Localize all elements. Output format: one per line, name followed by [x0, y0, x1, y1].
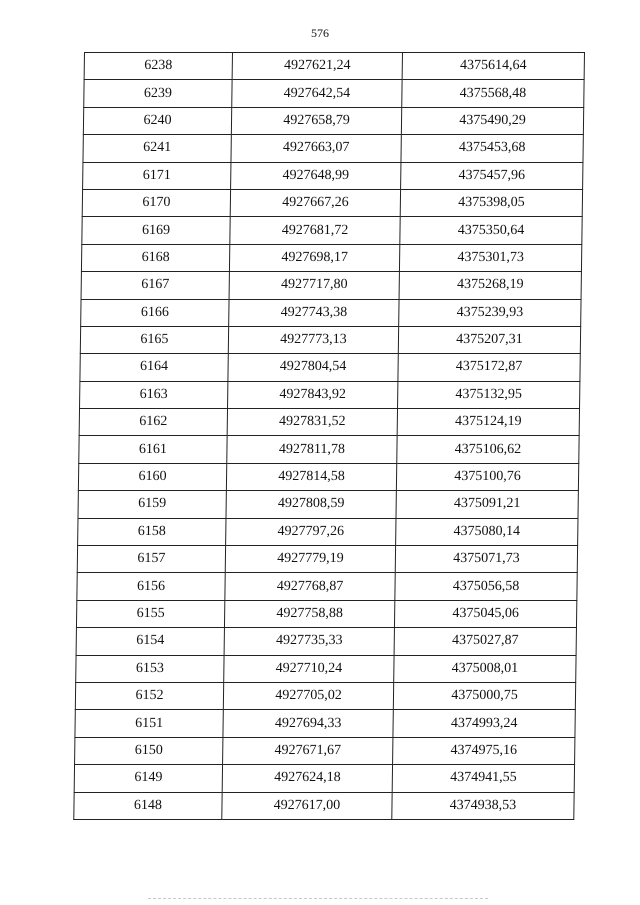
- table-row: [78, 463, 578, 490]
- y-coordinate-cell: 4375056,58: [395, 573, 577, 600]
- y-coordinate-cell: 4375568,48: [402, 80, 584, 107]
- x-coordinate-cell: 4927658,79: [231, 107, 401, 134]
- table-body: [74, 53, 585, 820]
- y-coordinate-cell: 4375453,68: [401, 135, 583, 162]
- bottom-scan-line: [148, 898, 488, 899]
- table-row: [75, 682, 575, 709]
- x-coordinate-cell: 4927717,80: [229, 272, 399, 299]
- y-coordinate-cell: 4375071,73: [395, 546, 577, 573]
- point-number-cell: 6155: [76, 600, 224, 627]
- x-coordinate-cell: 4927814,58: [226, 463, 396, 490]
- y-coordinate-cell: 4375457,96: [401, 162, 583, 189]
- table-row: [80, 326, 580, 353]
- x-coordinate-cell: 4927681,72: [230, 217, 400, 244]
- table-row: [84, 53, 584, 80]
- y-coordinate-cell: 4375091,21: [396, 491, 578, 518]
- x-coordinate-cell: 4927811,78: [227, 436, 397, 463]
- x-coordinate-cell: 4927804,54: [228, 354, 398, 381]
- x-coordinate-cell: 4927831,52: [227, 409, 397, 436]
- table-row: [81, 244, 581, 271]
- x-coordinate-cell: 4927797,26: [226, 518, 396, 545]
- table-row: [76, 600, 576, 627]
- point-number-cell: 6164: [80, 354, 228, 381]
- y-coordinate-cell: 4374941,55: [392, 765, 574, 792]
- y-coordinate-cell: 4375614,64: [402, 53, 584, 80]
- point-number-cell: 6167: [81, 272, 229, 299]
- point-number-cell: 6162: [79, 409, 227, 436]
- table-row: [78, 491, 578, 518]
- table-row: [76, 628, 576, 655]
- point-number-cell: 6159: [78, 491, 226, 518]
- x-coordinate-cell: 4927671,67: [223, 737, 393, 764]
- table-row: [82, 189, 582, 216]
- point-number-cell: 6152: [75, 682, 223, 709]
- x-coordinate-cell: 4927705,02: [223, 682, 393, 709]
- x-coordinate-cell: 4927663,07: [231, 135, 401, 162]
- table-row: [75, 710, 575, 737]
- table-row: [81, 272, 581, 299]
- table-row: [83, 135, 583, 162]
- y-coordinate-cell: 4375132,95: [398, 381, 580, 408]
- table-row: [80, 381, 580, 408]
- x-coordinate-cell: 4927648,99: [231, 162, 401, 189]
- point-number-cell: 6148: [74, 792, 222, 819]
- table-row: [80, 354, 580, 381]
- table-row: [74, 765, 574, 792]
- point-number-cell: 6150: [75, 737, 223, 764]
- point-number-cell: 6239: [84, 80, 232, 107]
- point-number-cell: 6149: [74, 765, 222, 792]
- y-coordinate-cell: 4374993,24: [393, 710, 575, 737]
- point-number-cell: 6156: [77, 573, 225, 600]
- y-coordinate-cell: 4375124,19: [397, 409, 579, 436]
- coordinates-table: [73, 52, 585, 820]
- x-coordinate-cell: 4927624,18: [222, 765, 392, 792]
- point-number-cell: 6166: [81, 299, 229, 326]
- y-coordinate-cell: 4375080,14: [396, 518, 578, 545]
- x-coordinate-cell: 4927779,19: [225, 546, 395, 573]
- y-coordinate-cell: 4375172,87: [398, 354, 580, 381]
- x-coordinate-cell: 4927710,24: [224, 655, 394, 682]
- x-coordinate-cell: 4927773,13: [228, 326, 398, 353]
- table-row: [78, 518, 578, 545]
- y-coordinate-cell: 4375398,05: [400, 189, 582, 216]
- point-number-cell: 6169: [82, 217, 230, 244]
- table-row: [76, 655, 576, 682]
- y-coordinate-cell: 4375045,06: [394, 600, 576, 627]
- y-coordinate-cell: 4374975,16: [393, 737, 575, 764]
- table-row: [81, 299, 581, 326]
- x-coordinate-cell: 4927621,24: [232, 53, 402, 80]
- y-coordinate-cell: 4375106,62: [397, 436, 579, 463]
- table-row: [77, 573, 577, 600]
- y-coordinate-cell: 4375350,64: [400, 217, 582, 244]
- table-row: [82, 217, 582, 244]
- x-coordinate-cell: 4927642,54: [232, 80, 402, 107]
- page-number: 576: [311, 26, 329, 40]
- y-coordinate-cell: 4375239,93: [399, 299, 581, 326]
- x-coordinate-cell: 4927843,92: [228, 381, 398, 408]
- y-coordinate-cell: 4375008,01: [394, 655, 576, 682]
- table-row: [77, 546, 577, 573]
- y-coordinate-cell: 4375027,87: [394, 628, 576, 655]
- point-number-cell: 6157: [77, 546, 225, 573]
- y-coordinate-cell: 4374938,53: [392, 792, 574, 819]
- point-number-cell: 6171: [83, 162, 231, 189]
- x-coordinate-cell: 4927694,33: [223, 710, 393, 737]
- y-coordinate-cell: 4375268,19: [399, 272, 581, 299]
- y-coordinate-cell: 4375100,76: [396, 463, 578, 490]
- table-row: [75, 737, 575, 764]
- point-number-cell: 6163: [80, 381, 228, 408]
- table-row: [83, 107, 583, 134]
- point-number-cell: 6154: [76, 628, 224, 655]
- x-coordinate-cell: 4927758,88: [224, 600, 394, 627]
- point-number-cell: 6165: [80, 326, 228, 353]
- y-coordinate-cell: 4375490,29: [401, 107, 583, 134]
- table-row: [74, 792, 574, 819]
- x-coordinate-cell: 4927698,17: [229, 244, 399, 271]
- point-number-cell: 6151: [75, 710, 223, 737]
- x-coordinate-cell: 4927617,00: [222, 792, 392, 819]
- x-coordinate-cell: 4927808,59: [226, 491, 396, 518]
- x-coordinate-cell: 4927735,33: [224, 628, 394, 655]
- table-row: [83, 162, 583, 189]
- point-number-cell: 6241: [83, 135, 231, 162]
- y-coordinate-cell: 4375207,31: [398, 326, 580, 353]
- table-row: [79, 409, 579, 436]
- x-coordinate-cell: 4927743,38: [229, 299, 399, 326]
- y-coordinate-cell: 4375000,75: [393, 682, 575, 709]
- point-number-cell: 6161: [79, 436, 227, 463]
- point-number-cell: 6168: [81, 244, 229, 271]
- point-number-cell: 6240: [83, 107, 231, 134]
- table-row: [84, 80, 584, 107]
- point-number-cell: 6170: [82, 189, 230, 216]
- x-coordinate-cell: 4927768,87: [225, 573, 395, 600]
- y-coordinate-cell: 4375301,73: [399, 244, 581, 271]
- x-coordinate-cell: 4927667,26: [230, 189, 400, 216]
- point-number-cell: 6160: [78, 463, 226, 490]
- table-row: [79, 436, 579, 463]
- point-number-cell: 6153: [76, 655, 224, 682]
- point-number-cell: 6158: [78, 518, 226, 545]
- point-number-cell: 6238: [84, 53, 232, 80]
